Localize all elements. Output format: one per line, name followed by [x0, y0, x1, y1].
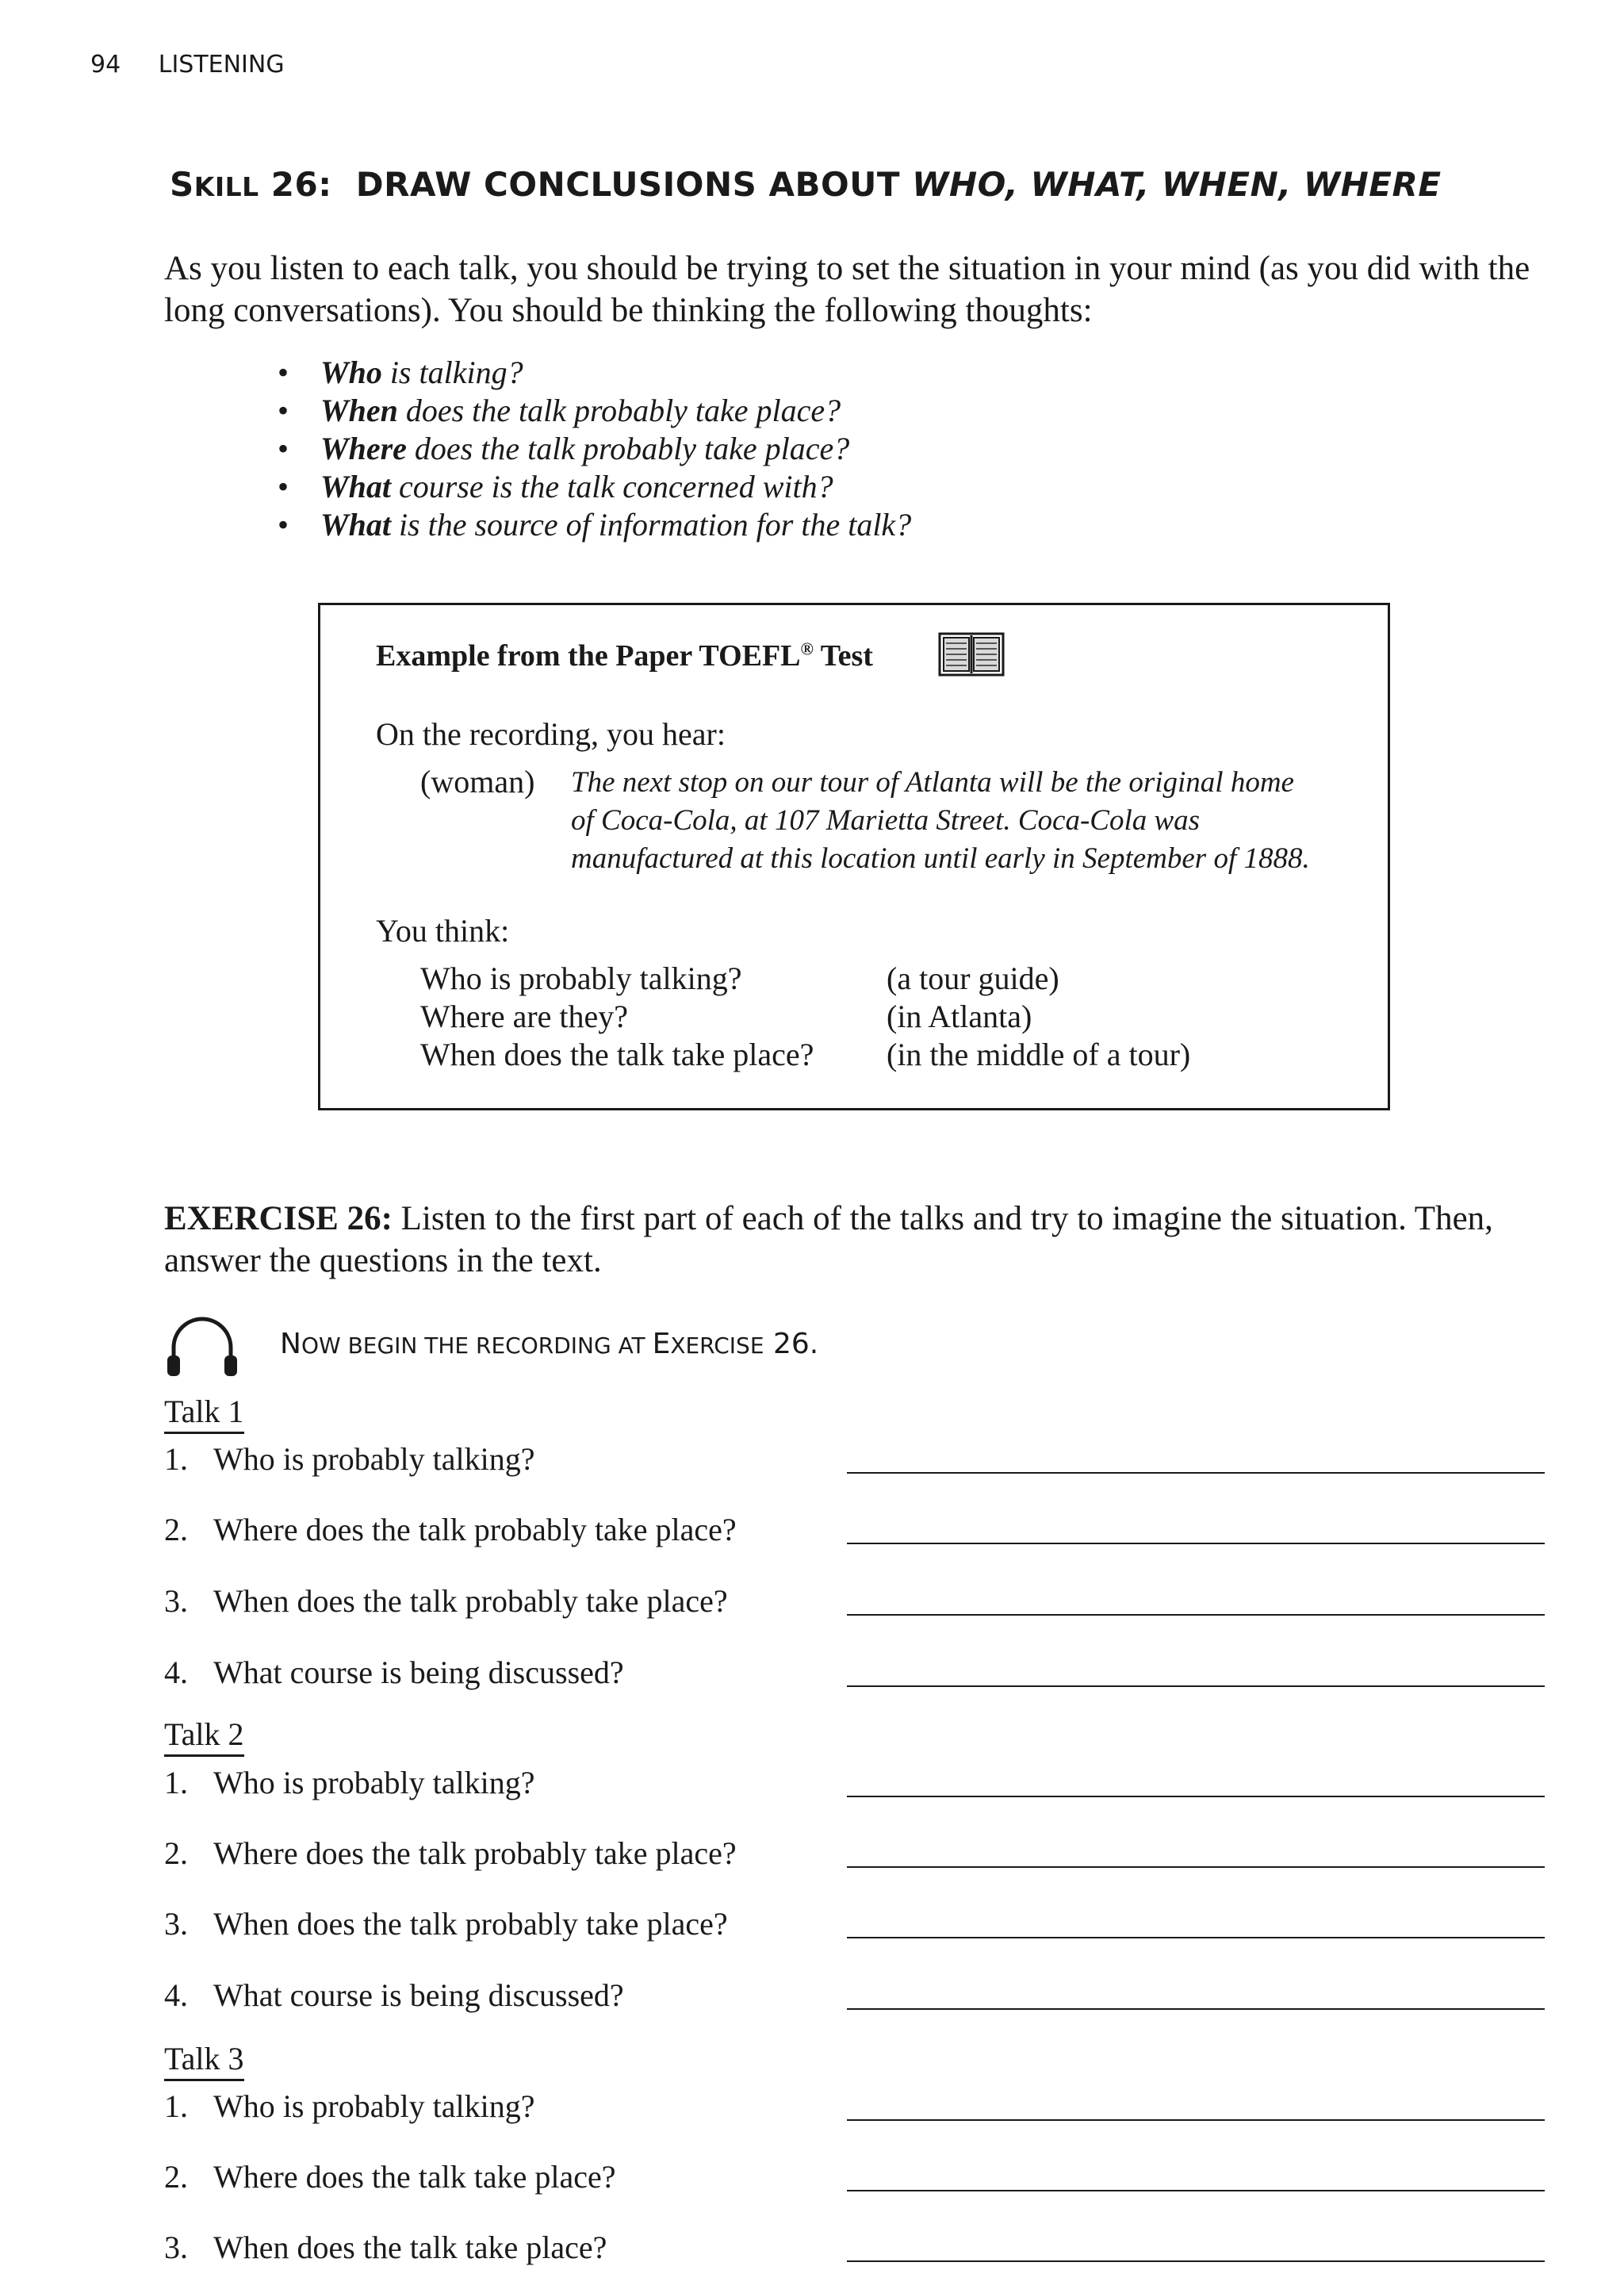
question-text: Where does the talk probably take place?	[213, 1835, 737, 1871]
question-bullets	[278, 354, 911, 544]
hear-label: On the recording, you hear:	[376, 716, 726, 752]
question-number: 1.	[164, 2088, 188, 2124]
quote-line: The next stop on our tour of Atlanta will be the original home	[571, 766, 1294, 799]
answer-blank[interactable]	[847, 2260, 1545, 2262]
example-question: Who is probably talking?	[420, 960, 742, 996]
question-number: 2.	[164, 1512, 188, 1547]
bullet-text: is the source of information for the talk?	[390, 507, 912, 543]
registered-mark: ®	[800, 638, 814, 659]
answer-blank[interactable]	[847, 1472, 1545, 1474]
intro-paragraph: As you listen to each talk, you should be trying to set the situation in your mind (as you did with the long conversations). You should be thinking the following thoughts:	[164, 250, 1530, 329]
talk-title: Talk 1	[164, 1393, 244, 1434]
question-item	[164, 1440, 534, 1478]
question-number: 2.	[164, 1835, 188, 1871]
question-text: Where does the talk probably take place?	[213, 1512, 737, 1547]
answer-blank[interactable]	[847, 2190, 1545, 2191]
question-text: What course is being discussed?	[213, 1977, 624, 2013]
answer-blank[interactable]	[847, 1866, 1545, 1868]
question-item	[164, 2229, 607, 2266]
bullet-bold: Who	[320, 355, 382, 390]
bullet-text: is talking?	[381, 355, 523, 390]
question-item	[164, 1654, 624, 1691]
recording-quote	[571, 764, 1364, 878]
quote-line: manufactured at this location until early in September of 1888.	[571, 842, 1310, 875]
talk-title: Talk 2	[164, 1716, 244, 1757]
example-heading-end: Test	[813, 639, 873, 673]
answer-blank[interactable]	[847, 1685, 1545, 1687]
answer-blank[interactable]	[847, 2008, 1545, 2010]
example-heading-text: Example from the Paper TOEFL	[376, 639, 801, 673]
exercise-text: Listen to the first part of each of the talks and try to imagine the situation. Then, answer the questions in the text.	[164, 1200, 1493, 1279]
bullet-bold: What	[320, 469, 391, 504]
answer-blank[interactable]	[847, 1937, 1545, 1938]
question-text: When does the talk probably take place?	[213, 1583, 728, 1619]
answer-blank[interactable]	[847, 2119, 1545, 2121]
example-answer: (a tour guide)	[887, 960, 1059, 996]
question-item	[164, 1764, 534, 1801]
example-question: Where are they?	[420, 999, 629, 1034]
question-number: 2.	[164, 2159, 188, 2195]
section-label: LISTENING	[158, 51, 285, 79]
skill-title-italic: WHO, WHAT, WHEN, WHERE	[912, 165, 1442, 204]
quote-line: of Coca-Cola, at 107 Marietta Street. Coca-Cola was	[571, 804, 1201, 837]
example-answer: (in the middle of a tour)	[887, 1037, 1191, 1072]
question-number: 1.	[164, 1765, 188, 1800]
bullet-bold: When	[320, 393, 398, 428]
book-icon	[938, 632, 1005, 677]
question-item	[164, 1511, 737, 1548]
question-number: 3.	[164, 1583, 188, 1619]
example-question: When does the talk take place?	[420, 1037, 814, 1072]
question-text: Who is probably talking?	[213, 1765, 535, 1800]
question-item	[164, 1582, 728, 1620]
skill-prefix-initial: S	[170, 165, 194, 204]
answer-blank[interactable]	[847, 1796, 1545, 1797]
question-text: Where does the talk take place?	[213, 2159, 616, 2195]
bullet-item	[278, 506, 911, 544]
talk-title: Talk 3	[164, 2040, 244, 2081]
skill-number: 26:	[270, 165, 332, 204]
note-number: 26.	[764, 1328, 819, 1360]
think-label: You think:	[376, 913, 510, 949]
question-number: 1.	[164, 1441, 188, 1477]
answer-blank[interactable]	[847, 1614, 1545, 1616]
example-answer: (in Atlanta)	[887, 999, 1032, 1034]
example-heading	[376, 638, 873, 673]
speaker-label: (woman)	[420, 764, 535, 799]
exercise-instructions	[164, 1198, 1544, 1282]
running-header	[90, 51, 285, 79]
question-text: Who is probably talking?	[213, 2088, 535, 2124]
question-number: 3.	[164, 1906, 188, 1942]
bullet-text: does the talk probably take place?	[406, 431, 850, 466]
headphones-icon	[163, 1311, 242, 1379]
skill-title-plain: DRAW CONCLUSIONS ABOUT	[355, 165, 901, 204]
note-initial: E	[652, 1328, 671, 1360]
question-item	[164, 2158, 616, 2195]
bullet-bold: What	[320, 507, 391, 543]
question-text: What course is being discussed?	[213, 1654, 624, 1690]
page-number: 94	[90, 51, 121, 79]
question-item	[164, 1977, 624, 2014]
note-text: XERCISE	[670, 1332, 764, 1359]
question-number: 4.	[164, 1977, 188, 2013]
bullet-item	[278, 430, 911, 468]
note-text: OW BEGIN THE RECORDING AT	[301, 1332, 653, 1359]
bullet-bold: Where	[320, 431, 407, 466]
question-number: 4.	[164, 1654, 188, 1690]
exercise-label: EXERCISE 26:	[164, 1200, 393, 1237]
bullet-text: does the talk probably take place?	[397, 393, 841, 428]
question-item	[164, 1905, 728, 1942]
recording-note	[280, 1328, 818, 1360]
question-text: Who is probably talking?	[213, 1441, 535, 1477]
bullet-item	[278, 354, 911, 392]
question-text: When does the talk take place?	[213, 2230, 607, 2265]
skill-prefix-rest: KILL	[193, 171, 259, 202]
question-text: When does the talk probably take place?	[213, 1906, 728, 1942]
note-initial: N	[280, 1328, 301, 1360]
bullet-text: course is the talk concerned with?	[390, 469, 833, 504]
bullet-item	[278, 392, 911, 430]
bullet-item	[278, 468, 911, 506]
question-item	[164, 2088, 534, 2125]
answer-blank[interactable]	[847, 1543, 1545, 1544]
skill-title	[170, 165, 1442, 204]
question-number: 3.	[164, 2230, 188, 2265]
question-item	[164, 1835, 737, 1872]
